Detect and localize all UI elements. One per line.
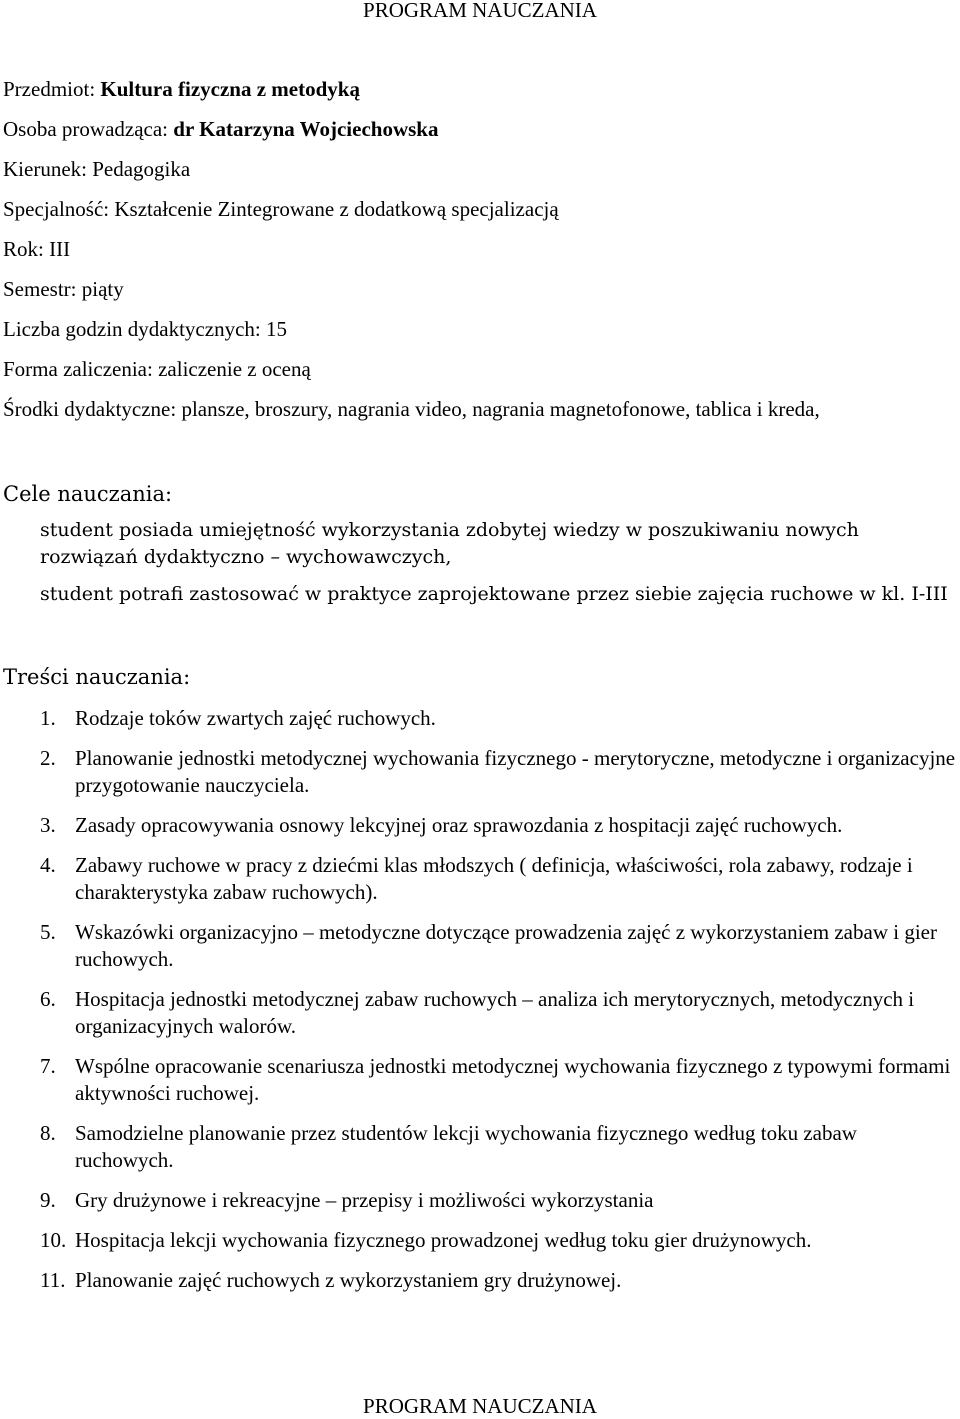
osoba-label: Osoba prowadząca: [3,117,174,141]
list-item [40,745,958,799]
item-number: 11. [40,1268,66,1292]
item-text: Gry drużynowe i rekreacyjne – przepisy i możliwości wykorzystania [75,1188,654,1212]
item-text: Zabawy ruchowe w pracy z dziećmi klas młodszych ( definicja, właściwości, rola zabawy, rodzaje i charakterystyka zabaw ruchowych). [75,853,913,904]
osoba-value: dr Katarzyna Wojciechowska [173,117,439,141]
item-number: 1. [40,706,56,730]
list-item [40,812,958,839]
item-text: Wspólne opracowanie scenariusza jednostki metodycznej wychowania fizycznego z typowymi formami aktywności ruchowej. [75,1054,951,1105]
przedmiot-label: Przedmiot: [3,77,101,101]
info-semestr: Semestr: piąty [3,277,124,301]
page-footer: PROGRAM NAUCZANIA [363,1394,597,1418]
item-text: Rodzaje toków zwartych zajęć ruchowych. [75,706,436,730]
item-text: Hospitacja jednostki metodycznej zabaw ruchowych – analiza ich merytorycznych, metodycznych i organizacyjnych walorów. [75,987,915,1038]
list-item [40,1227,958,1254]
item-number: 10. [40,1228,67,1252]
page-header: PROGRAM NAUCZANIA [363,0,597,22]
cele-item: student posiada umiejętność wykorzystania zdobytej wiedzy w poszukiwaniu nowych rozwiązań dydaktyczno – wychowawczych, [40,519,859,568]
list-item [40,852,958,906]
info-specjalnosc: Specjalność: Kształcenie Zintegrowane z dodatkową specjalizacją [3,197,559,221]
cele-list [40,517,958,618]
tresci-heading: Treści nauczania: [3,665,191,689]
item-text: Planowanie zajęć ruchowych z wykorzystaniem gry drużynowej. [75,1268,622,1292]
info-kierunek: Kierunek: Pedagogika [3,157,191,181]
list-item [40,1267,958,1294]
list-item [40,1120,958,1174]
item-number: 4. [40,853,56,877]
item-text: Wskazówki organizacyjno – metodyczne dotyczące prowadzenia zajęć z wykorzystaniem zabaw i gier ruchowych. [75,920,937,971]
info-przedmiot [3,74,958,114]
item-number: 2. [40,746,56,770]
cele-item: student potrafi zastosować w praktyce zaprojektowane przez siebie zajęcia ruchowe w kl. I-III [40,583,948,605]
item-text: Hospitacja lekcji wychowania fizycznego prowadzonej według toku gier drużynowych. [75,1228,812,1252]
item-number: 9. [40,1188,56,1212]
info-forma-zaliczenia: Forma zaliczenia: zaliczenie z oceną [3,357,311,381]
list-item [40,1053,958,1107]
list-item [40,919,958,973]
przedmiot-value: Kultura fizyczna z metodyką [100,77,360,101]
list-item [40,986,958,1040]
info-liczba-godzin: Liczba godzin dydaktycznych: 15 [3,317,287,341]
info-rok: Rok: III [3,237,71,261]
tresci-list [40,705,958,1307]
item-text: Zasady opracowywania osnowy lekcyjnej oraz sprawozdania z hospitacji zajęć ruchowych. [75,813,843,837]
list-item [40,1187,958,1214]
item-number: 7. [40,1054,56,1078]
item-number: 8. [40,1121,56,1145]
item-text: Planowanie jednostki metodycznej wychowania fizycznego - merytoryczne, metodyczne i organizacyjne przygotowanie nauczyciela. [75,746,956,797]
item-number: 6. [40,987,56,1011]
cele-heading: Cele nauczania: [3,482,173,506]
item-text: Samodzielne planowanie przez studentów lekcji wychowania fizycznego według toku zabaw ruchowych. [75,1121,857,1172]
item-number: 3. [40,813,56,837]
info-srodki: Środki dydaktyczne: plansze, broszury, nagrania video, nagrania magnetofonowe, tablica i kreda, [3,397,820,421]
list-item [40,705,958,732]
item-number: 5. [40,920,56,944]
info-osoba [3,114,958,154]
course-info [3,74,958,434]
